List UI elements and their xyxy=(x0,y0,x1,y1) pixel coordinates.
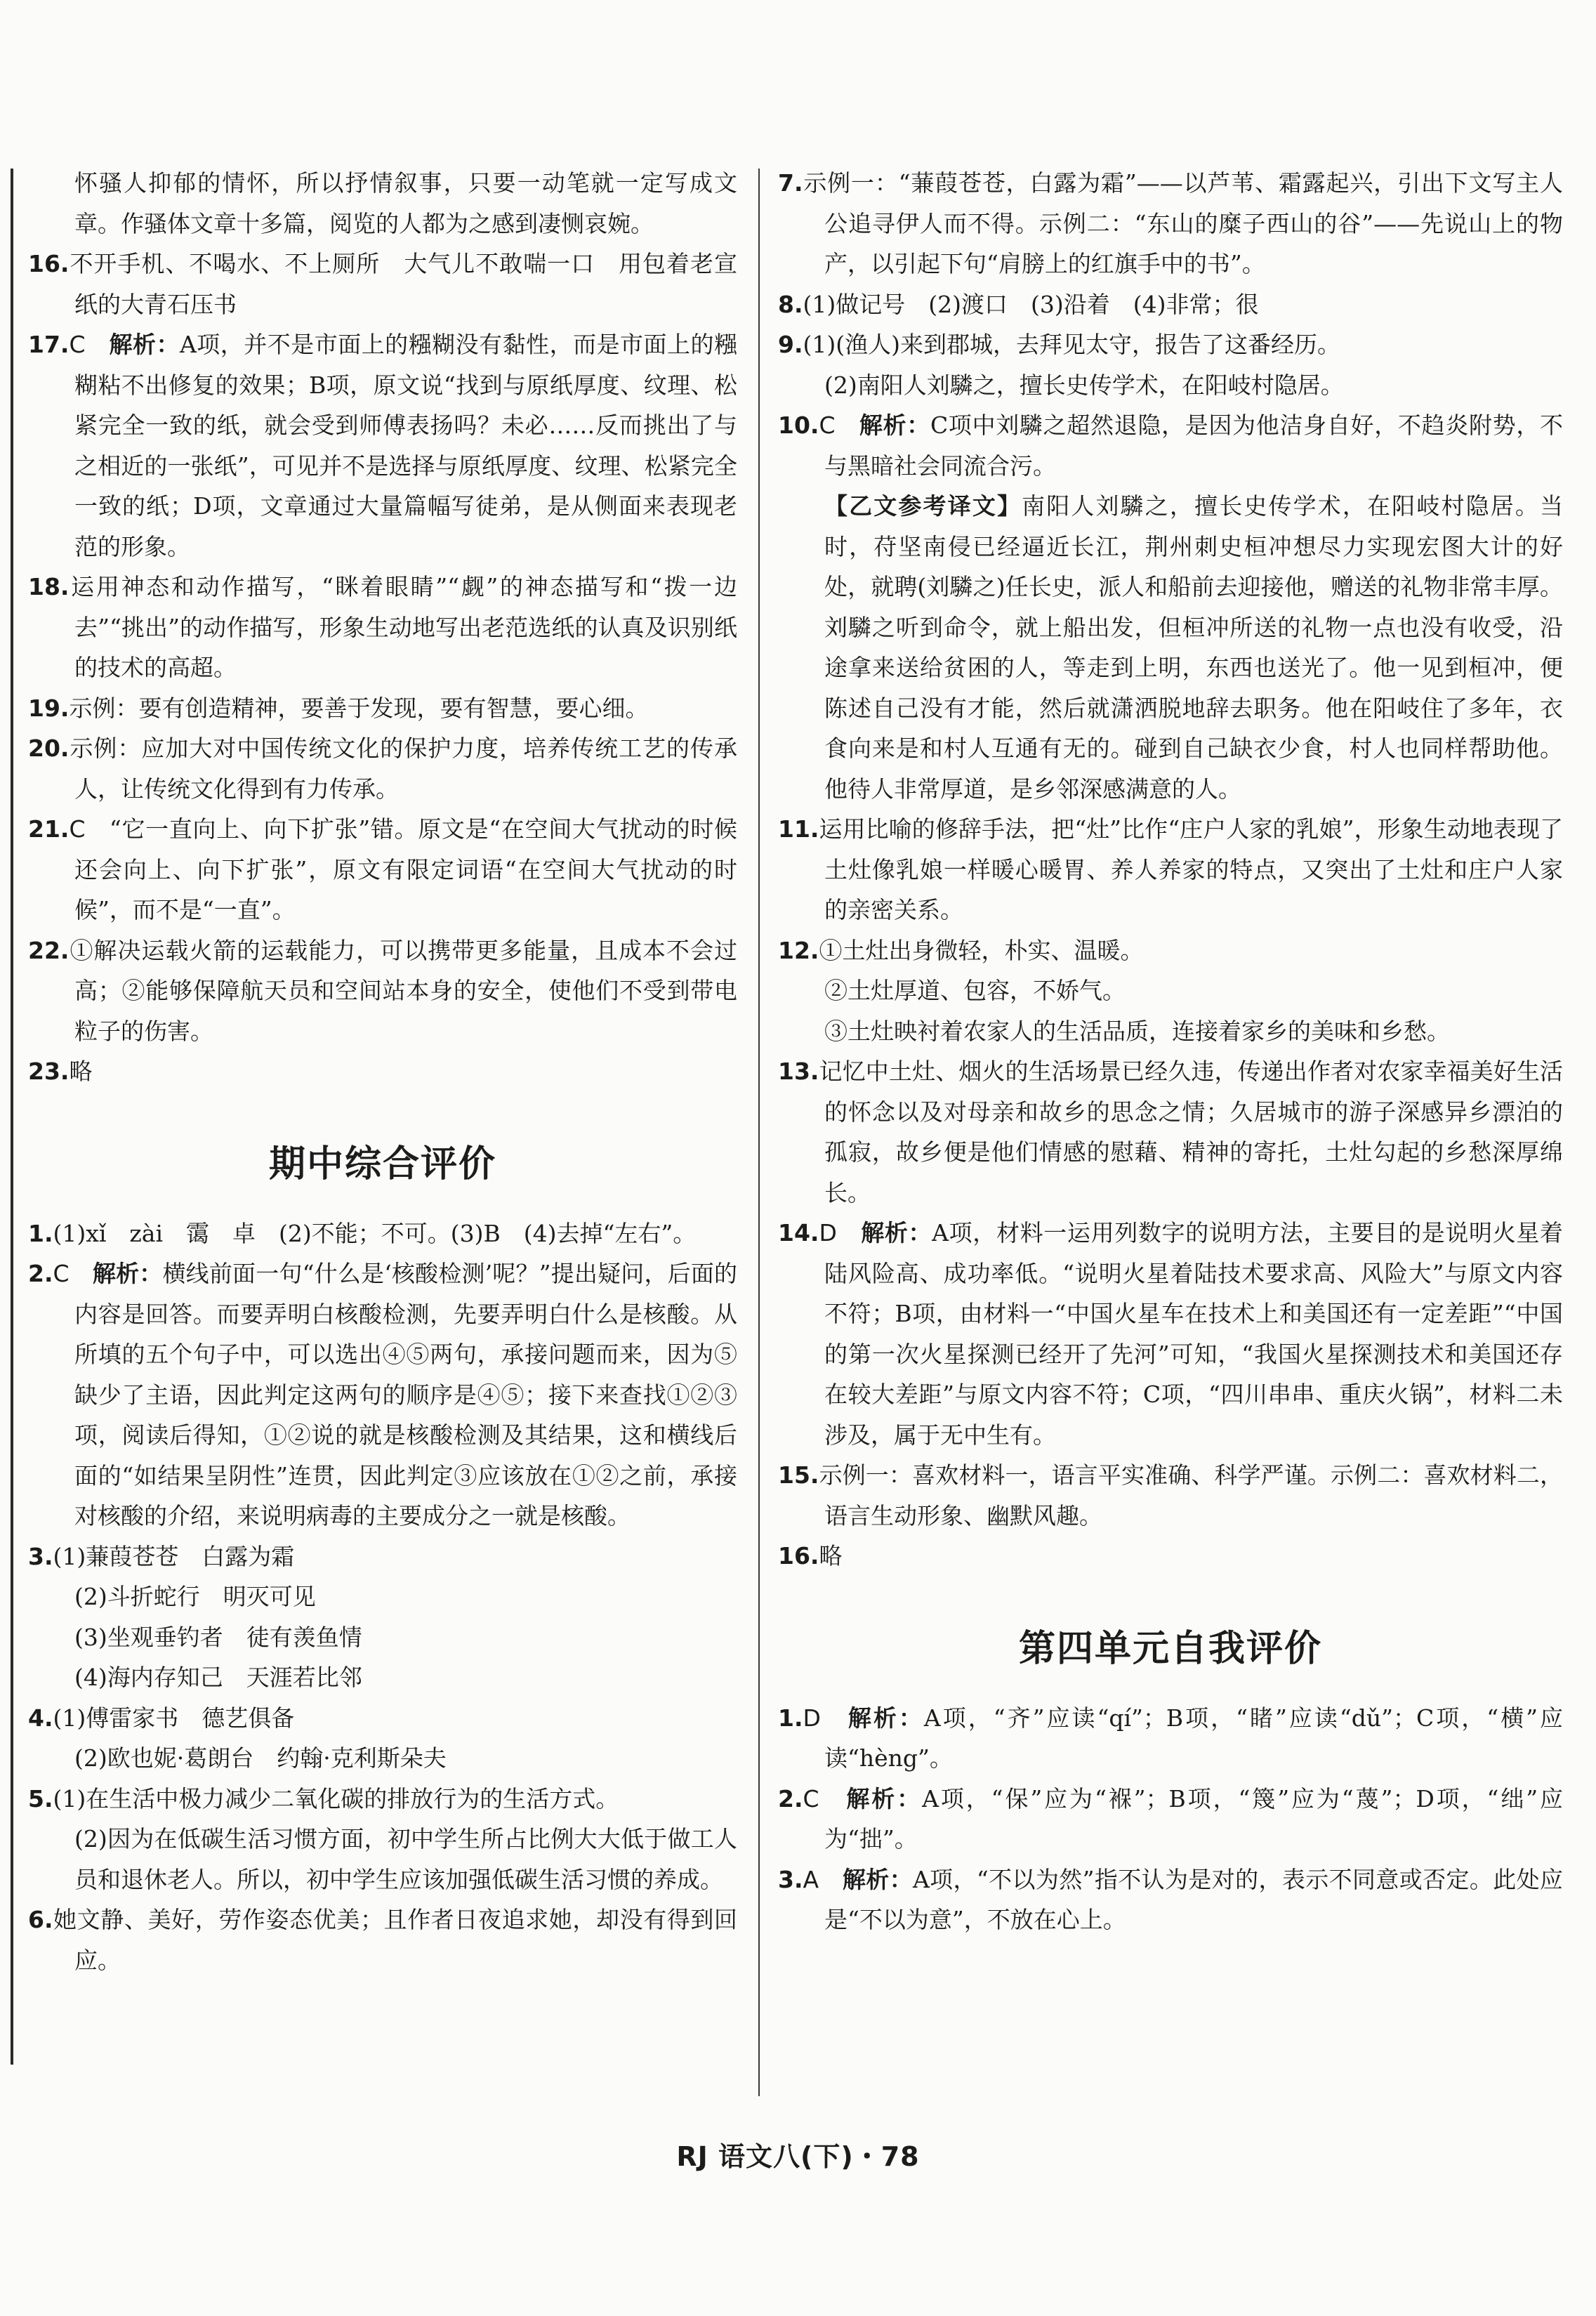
midterm-answer-3-line: (2)斗折蛇行 明灭可见 xyxy=(74,1583,316,1610)
left-margin-rule xyxy=(11,169,13,2065)
midterm-answer-3: 3.(1)蒹葭苍苍 白露为霜 xyxy=(28,1542,295,1570)
midterm-answer-4-line: (2)欧也妮·葛朗台 约翰·克利斯朵夫 xyxy=(74,1744,447,1772)
unit-answer-1: 1.D 解析：A项，“齐”应读“qí”；B项，“睹”应读“dǔ”；C项，“横”应读“hèng”。 xyxy=(778,1704,1563,1772)
midterm-answer-5-line: (2)因为在低碳生活习惯方面，初中学生所占比例大大低于做工人员和退休老人。所以，初中学生应该加强低碳生活习惯的养成。 xyxy=(74,1825,737,1893)
answer-20: 20.示例：应加大对中国传统文化的保护力度，培养传统工艺的传承人，让传统文化得到有力传承。 xyxy=(28,735,737,803)
midterm-answer-7: 7.示例一：“蒹葭苍苍，白露为霜”——以芦苇、霜露起兴，引出下文写主人公追寻伊人而不得。示例二：“东山的糜子西山的谷”——先说山上的物产，以引起下句“肩膀上的红旗手中的书”。 xyxy=(778,169,1563,277)
section-title-unit-four: 第四单元自我评价 xyxy=(1018,1627,1322,1670)
answer-21: 21.C “它一直向上、向下扩张”错。原文是“在空间大气扰动的时候还会向上、向下扩张”，原文有限定词语“在空间大气扰动的时候”，而不是“一直”。 xyxy=(28,815,737,923)
midterm-answer-14: 14.D 解析：A项，材料一运用列数字的说明方法，主要目的是说明火星着陆风险高、成功率低。“说明火星着陆技术要求高、风险大”与原文内容不符；B项，由材料一“中国火星车在技术上和美国还有一定差距”“中国的第一次火星探测已经开了先河”可知，“我国火星探测技术和美国还存在较大差距”与原文内容不符；C项，“四川串串、重庆火锅”，材料二未涉及，属于无中生有。 xyxy=(778,1219,1564,1449)
left-column xyxy=(28,163,737,1980)
answer-18: 18.运用神态和动作描写，“眯着眼睛”“觑”的神态描写和“拨一边去”“挑出”的动作描写，形象生动地写出老范选纸的认真及识别纸的技术的高超。 xyxy=(28,573,737,681)
answer-22: 22.①解决运载火箭的运载能力，可以携带更多能量，且成本不会过高；②能够保障航天员和空间站本身的安全，使他们不受到带电粒子的伤害。 xyxy=(28,936,737,1045)
right-column xyxy=(778,163,1563,1940)
midterm-answer-10: 10.C 解析：C项中刘驎之超然退隐，是因为他洁身自好，不趋炎附势，不与黑暗社会同流合污。 xyxy=(778,412,1564,480)
midterm-answer-12: 12.①土灶出身微轻，朴实、温暖。 xyxy=(778,936,1144,964)
midterm-answer-3-line: (4)海内存知己 天涯若比邻 xyxy=(74,1664,362,1691)
midterm-answer-12-line: ③土灶映衬着农家人的生活品质，连接着家乡的美味和乡愁。 xyxy=(824,1017,1450,1045)
answer-16-continued: 怀骚人抑郁的情怀，所以抒情叙事，只要一动笔就一定写成文章。作骚体文章十多篇，阅览的人都为之感到凄恻哀婉。 xyxy=(74,169,737,237)
midterm-answer-12-line: ②土灶厚道、包容，不娇气。 xyxy=(824,977,1126,1004)
page-footer: RJ 语文八(下)・78 xyxy=(676,2141,920,2172)
midterm-answer-6: 6.她文静、美好，劳作姿态优美；且作者日夜追求她，却没有得到回应。 xyxy=(28,1906,737,1974)
midterm-answer-16: 16.略 xyxy=(778,1542,843,1570)
column-divider xyxy=(758,169,760,2096)
midterm-answer-13: 13.记忆中土灶、烟火的生活场景已经久违，传递出作者对农家幸福美好生活的怀念以及对母亲和故乡的思念之情；久居城市的游子深感异乡漂泊的孤寂，故乡便是他们情感的慰藉、精神的寄托，土灶勾起的乡愁深厚绵长。 xyxy=(778,1058,1563,1206)
midterm-answer-1: 1.(1)xǐ zài 霭 卓 (2)不能；不可。(3)B (4)去掉“左右”。 xyxy=(28,1219,697,1247)
midterm-answer-9: 9.(1)(渔人)来到郡城，去拜见太守，报告了这番经历。 xyxy=(778,331,1340,358)
midterm-answer-3-line: (3)坐观垂钓者 徒有羡鱼情 xyxy=(74,1623,362,1651)
answer-17: 17.C 解析：A项，并不是市面上的糨糊没有黏性，而是市面上的糨糊粘不出修复的效果；B项，原文说“找到与原纸厚度、纹理、松紧完全一致的纸，就会受到师傅表扬吗？未必……反而挑出了与之相近的一张纸”，可见并不是选择与原纸厚度、纹理、松紧完全一致的纸；D项，文章通过大量篇幅写徒弟，是从侧面来表现老范的形象。 xyxy=(28,331,738,560)
midterm-answer-5: 5.(1)在生活中极力减少二氧化碳的排放行为的生活方式。 xyxy=(28,1784,619,1812)
translation-note: 【乙文参考译文】南阳人刘驎之，擅长史传学术，在阳岐村隐居。当时，苻坚南侵已经逼近长江，荆州刺史桓冲想尽力实现宏图大计的好处，就聘(刘驎之)任长史，派人和船前去迎接他，赠送的礼物非常丰厚。刘驎之听到命令，就上船出发，但桓冲所送的礼物一点也没有收受，沿途拿来送给贫困的人，等走到上明，东西也送光了。他一见到桓冲，便陈述自己没有才能，然后就潇洒脱地辞去职务。他在阳岐住了多年，衣食向来是和村人互通有无的。碰到自己缺衣少食，村人也同样帮助他。他待人非常厚道，是乡邻深感满意的人。 xyxy=(824,492,1564,803)
unit-answer-3: 3.A 解析：A项，“不以为然”指不认为是对的，表示不同意或否定。此处应是“不以为意”，不放在心上。 xyxy=(778,1865,1563,1933)
answer-19: 19.示例：要有创造精神，要善于发现，要有智慧，要心细。 xyxy=(28,694,649,722)
midterm-answer-15: 15.示例一：喜欢材料一，语言平实准确、科学严谨。示例二：喜欢材料二，语言生动形象、幽默风趣。 xyxy=(778,1461,1563,1529)
midterm-answer-2: 2.C 解析：横线前面一句“什么是‘核酸检测’呢？”提出疑问，后面的内容是回答。而要弄明白核酸检测，先要弄明白什么是核酸。从所填的五个句子中，可以选出④⑤两句，承接问题而来，因为⑤缺少了主语，因此判定这两句的顺序是④⑤；接下来查找①②③项，阅读后得知，①②说的就是核酸检测及其结果，这和横线后面的“如结果呈阴性”连贯，因此判定③应该放在①②之前，承接对核酸的介绍，来说明病毒的主要成分之一就是核酸。 xyxy=(28,1260,738,1529)
midterm-answer-11: 11.运用比喻的修辞手法，把“灶”比作“庄户人家的乳娘”，形象生动地表现了土灶像乳娘一样暖心暖胃、养人养家的特点，又突出了土灶和庄户人家的亲密关系。 xyxy=(778,815,1563,923)
section-title-midterm: 期中综合评价 xyxy=(268,1143,496,1185)
answer-23: 23.略 xyxy=(28,1058,93,1085)
midterm-answer-8: 8.(1)做记号 (2)渡口 (3)沿着 (4)非常；很 xyxy=(778,290,1259,318)
unit-answer-2: 2.C 解析：A项，“保”应为“褓”；B项，“篾”应为“蔑”；D项，“绌”应为“拙”。 xyxy=(778,1784,1564,1853)
midterm-answer-4: 4.(1)傅雷家书 德艺俱备 xyxy=(28,1704,295,1732)
midterm-answer-9-line: (2)南阳人刘驎之，擅长史传学术，在阳岐村隐居。 xyxy=(824,371,1344,399)
answer-16: 16.不开手机、不喝水、不上厕所 大气儿不敢喘一口 用包着老宣纸的大青石压书 xyxy=(28,250,737,318)
